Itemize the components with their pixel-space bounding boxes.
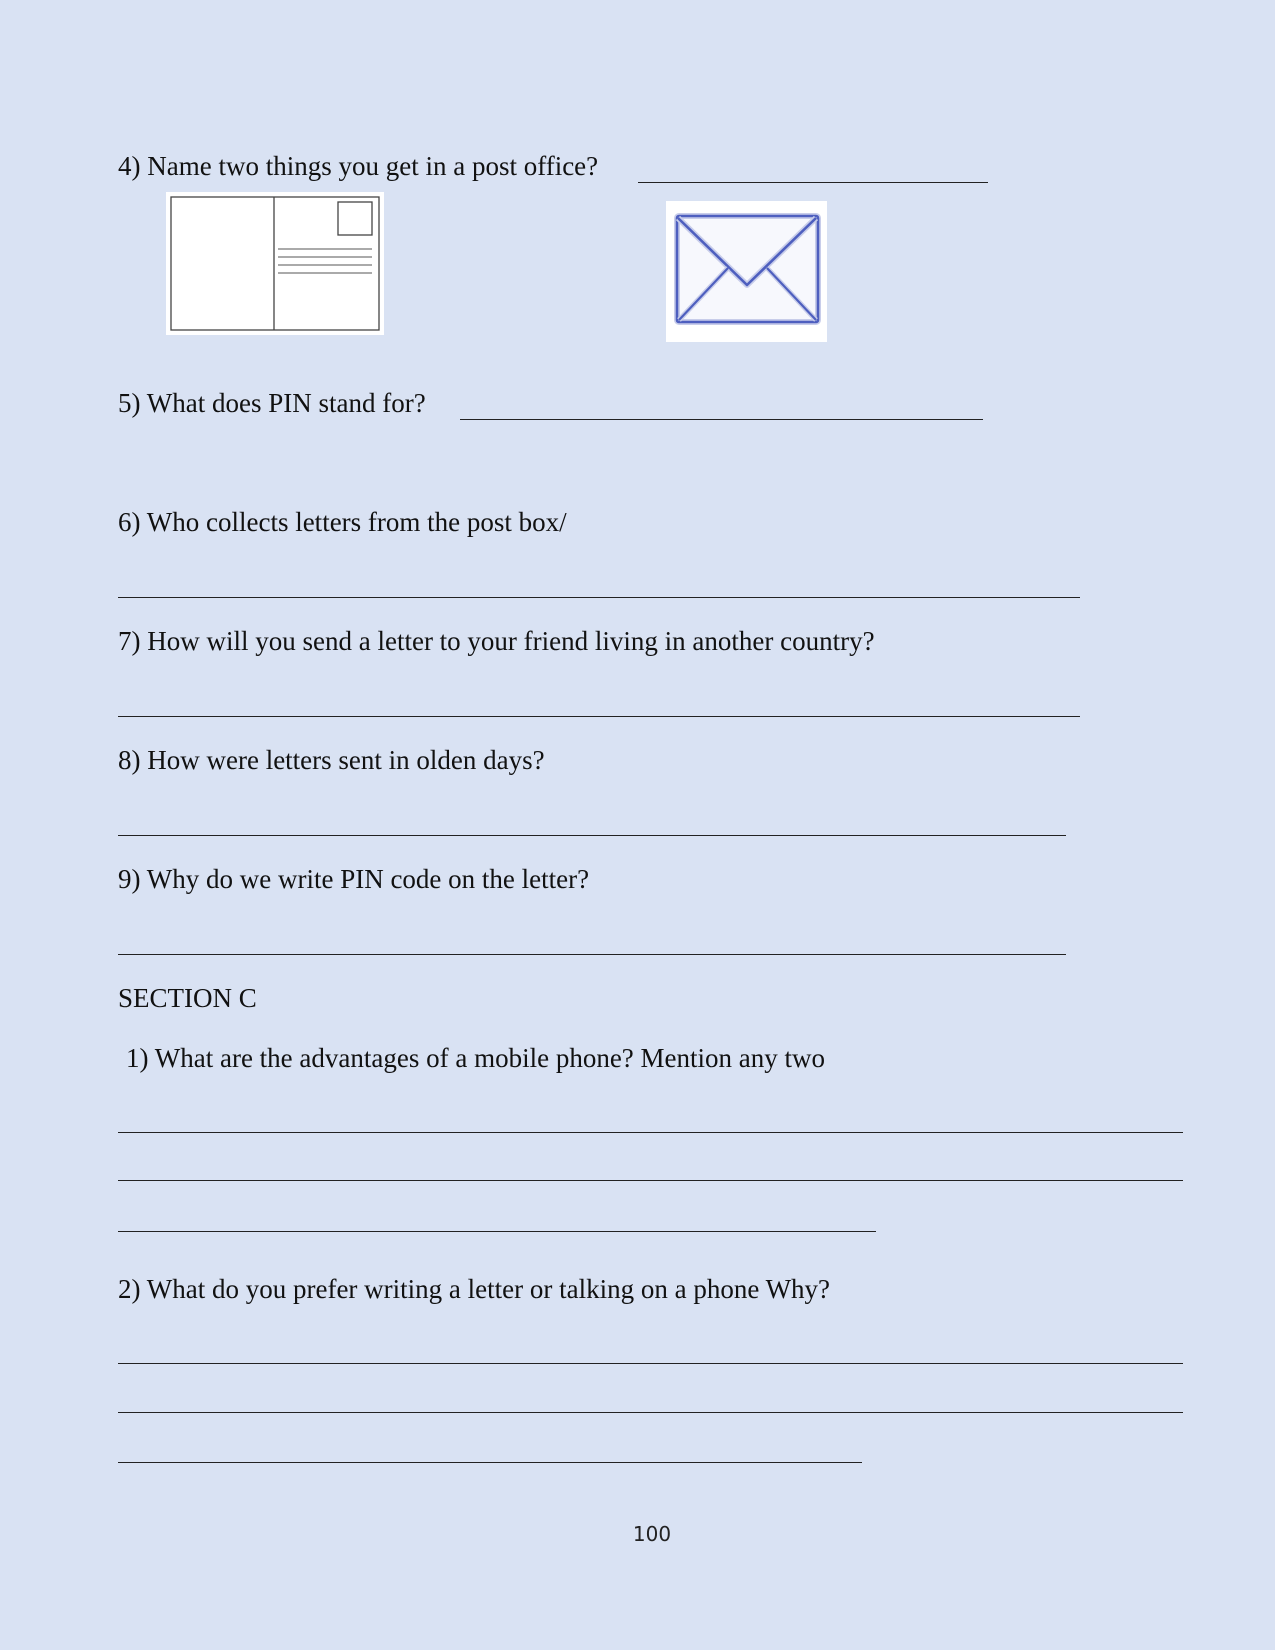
answer-line-8[interactable] [118,835,1066,836]
answer-line-7[interactable] [118,716,1080,717]
answer-line-c1-c[interactable] [118,1231,876,1232]
section-heading: SECTION C [118,983,257,1013]
question-7: 7) How will you send a letter to your friend living in another country? [118,626,875,656]
question-5: 5) What does PIN stand for? [118,388,426,418]
answer-line-c1-b[interactable] [118,1180,1183,1181]
section-c-question-2: 2) What do you prefer writing a letter or talking on a phone Why? [118,1274,831,1304]
answer-line-c2-a[interactable] [118,1363,1183,1364]
answer-line-c2-c[interactable] [118,1462,862,1463]
question-8: 8) How were letters sent in olden days? [118,745,545,775]
page-number: 100 [632,1522,672,1546]
answer-line-c2-b[interactable] [118,1412,1183,1413]
answer-line-4[interactable] [638,182,988,183]
envelope-icon [666,201,827,342]
answer-line-6[interactable] [118,597,1080,598]
question-9: 9) Why do we write PIN code on the letter? [118,864,590,894]
answer-line-5[interactable] [460,419,983,420]
question-4: 4) Name two things you get in a post office? [118,151,599,181]
question-6: 6) Who collects letters from the post box/ [118,507,567,537]
section-c-question-1: 1) What are the advantages of a mobile phone? Mention any two [126,1043,826,1073]
postcard-icon [166,192,384,335]
answer-line-c1-a[interactable] [118,1132,1183,1133]
answer-line-9[interactable] [118,954,1066,955]
